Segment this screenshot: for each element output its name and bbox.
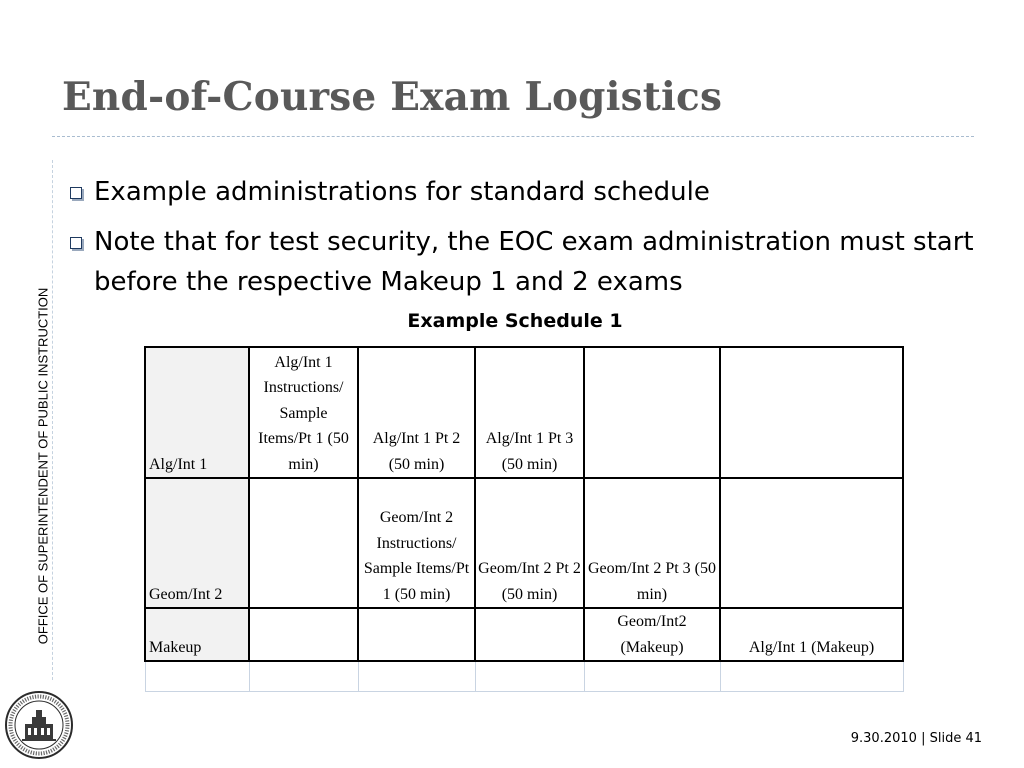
- bullet-text: Note that for test security, the EOC exam administration must start before the respective Makeup 1 and 2 exams: [94, 227, 974, 297]
- row-label: Alg/Int 1: [145, 347, 249, 478]
- table-cell: Geom/Int2 (Makeup): [584, 608, 720, 661]
- table-cell: Geom/Int 2 Pt 3 (50 min): [584, 478, 720, 608]
- row-label: Makeup: [145, 608, 249, 661]
- row-label: Geom/Int 2: [145, 478, 249, 608]
- side-divider: [52, 160, 53, 680]
- schedule-title: Example Schedule 1: [407, 310, 623, 332]
- slide-footer: [851, 731, 982, 746]
- table-cell: [584, 347, 720, 478]
- table-row: [145, 347, 903, 478]
- table-cell: Alg/Int 1 Instructions/ Sample Items/Pt 1 (50 min): [249, 347, 358, 478]
- table-row: [145, 608, 903, 661]
- table-cell: [720, 661, 903, 691]
- table-cell: [249, 478, 358, 608]
- bullet-list: [66, 172, 986, 312]
- table-cell: [584, 661, 720, 691]
- table-cell: Alg/Int 1 Pt 2 (50 min): [358, 347, 475, 478]
- checkbox-bullet-icon: [70, 237, 82, 249]
- slide-number: Slide 41: [929, 731, 982, 746]
- table-cell: Geom/Int 2 Pt 2 (50 min): [475, 478, 584, 608]
- schedule-table: [144, 346, 904, 692]
- checkbox-bullet-icon: [70, 187, 82, 199]
- footer-date: 9.30.2010: [850, 731, 917, 746]
- table-cell: [358, 661, 475, 691]
- table-cell: Geom/Int 2 Instructions/ Sample Items/Pt 1 (50 min): [358, 478, 475, 608]
- ospi-seal-logo: [4, 690, 74, 760]
- bullet-text: Example administrations for standard schedule: [94, 177, 710, 207]
- table-cell: [720, 478, 903, 608]
- footer-separator: |: [921, 731, 926, 746]
- slide-title: End-of-Course Exam Logistics: [62, 74, 723, 120]
- title-divider: [52, 136, 974, 137]
- table-cell: [475, 608, 584, 661]
- table-cell: [720, 347, 903, 478]
- table-cell: [145, 661, 249, 691]
- table-cell: Alg/Int 1 Pt 3 (50 min): [475, 347, 584, 478]
- bullet-item: [66, 172, 986, 212]
- table-row: [145, 478, 903, 608]
- table-cell: [475, 661, 584, 691]
- office-side-label: OFFICE OF SUPERINTENDENT OF PUBLIC INSTRUCTION: [35, 287, 51, 645]
- table-cell: [249, 661, 358, 691]
- bullet-item: [66, 222, 986, 302]
- table-cell: [249, 608, 358, 661]
- table-row-empty: [145, 661, 903, 691]
- table-cell: [358, 608, 475, 661]
- table-cell: Alg/Int 1 (Makeup): [720, 608, 903, 661]
